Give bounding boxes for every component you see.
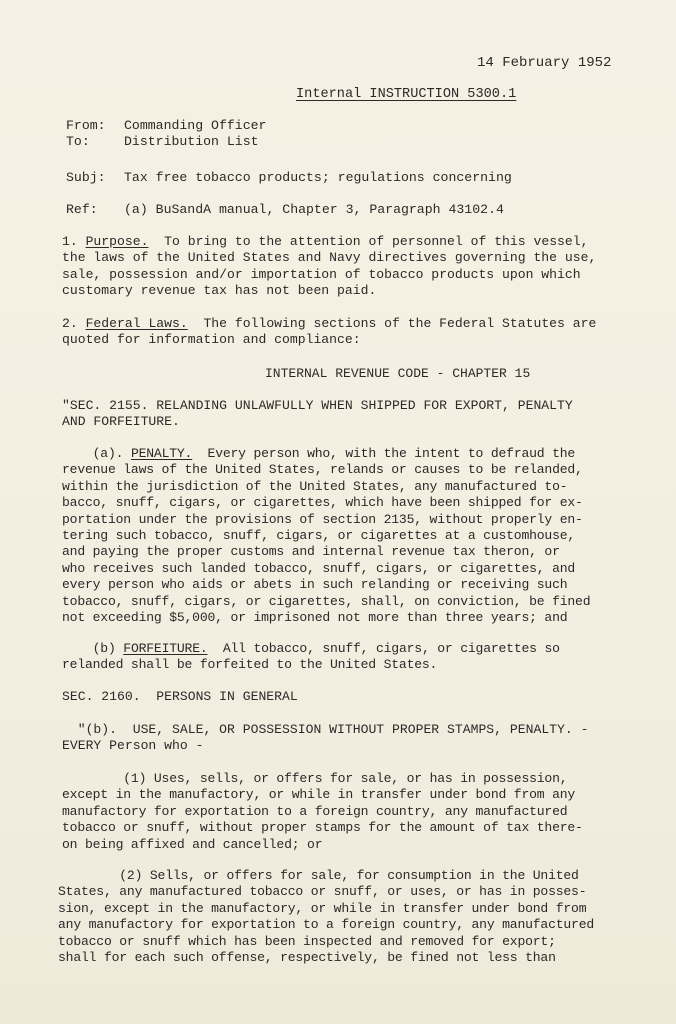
from-label: From: — [66, 118, 106, 133]
subject-value: Tax free tobacco products; regulations concerning — [124, 170, 512, 185]
paragraph-purpose: 1. Purpose. To bring to the attention of personnel of this vessel, the laws of the United States and Navy directives governing the use, sale, possession and/or importation of tobacco products upon which customary revenue tax has not been paid. — [62, 234, 597, 299]
item-1: (1) Uses, sells, or offers for sale, or has in possession, except in the manufactory, or while in transfer under bond from any manufactory for exportation to a foreign country, any manufactured tobacco or snuff, without proper stamps for the amount of tax there- on being affixed and cancelled; or — [62, 771, 583, 852]
document-title: Internal INSTRUCTION 5300.1 — [296, 87, 517, 102]
subject-label: Subj: — [66, 170, 106, 185]
subsection-b-forfeiture: (b) FORFEITURE. All tobacco, snuff, cigars, or cigarettes so relanded shall be forfeited to the United States. — [62, 641, 560, 673]
subsection-b-use-sale: "(b). USE, SALE, OR POSSESSION WITHOUT PROPER STAMPS, PENALTY. - EVERY Person who - — [62, 722, 589, 754]
item-2: (2) Sells, or offers for sale, for consumption in the United States, any manufactured tobacco or snuff, or uses, or has in posses- sion, except in the manufactory, or while in transfer under bond from any manufactory for exportation to a foreign country, any manufactured tobacco or snuff which has been inspected and removed for export; shall for each such offense, respectively, be fined not less than — [58, 868, 595, 966]
reference-value: (a) BuSandA manual, Chapter 3, Paragraph 43102.4 — [124, 202, 504, 217]
section-2160-heading: SEC. 2160. PERSONS IN GENERAL — [62, 689, 298, 704]
federal-laws-heading: Federal Laws. — [85, 316, 188, 331]
subsection-a-penalty: (a). PENALTY. Every person who, with the intent to defraud the revenue laws of the United States, relands or causes to be relanded, within the jurisdiction of the United States, any manufactured to- bacco, snuff, cigars, or cigarettes, which have been shipped for ex- portation under the provisions of section 2135, without properly en- tering such tobacco, snuff, cigars, or cigarettes at a customhouse, and paying the proper customs and internal revenue tax theron, or who receives such landed tobacco, snuff, cigars, or cigarettes, and every person who aids or abets in such relanding or receiving such tobacco, snuff, cigars, or cigarettes, shall, on conviction, be fined not exceeding $5,000, or imprisoned not more than three years; and — [62, 446, 591, 626]
to-value: Distribution List — [124, 134, 259, 149]
code-heading: INTERNAL REVENUE CODE - CHAPTER 15 — [265, 366, 531, 381]
forfeiture-heading: FORFEITURE. — [123, 641, 208, 656]
purpose-heading: Purpose. — [85, 234, 149, 249]
to-label: To: — [66, 134, 90, 149]
from-value: Commanding Officer — [124, 118, 267, 133]
document-date: 14 February 1952 — [477, 55, 612, 71]
reference-label: Ref: — [66, 202, 98, 217]
penalty-heading: PENALTY. — [130, 446, 193, 461]
section-2155-heading: "SEC. 2155. RELANDING UNLAWFULLY WHEN SHIPPED FOR EXPORT, PENALTY AND FORFEITURE. — [62, 398, 573, 430]
paragraph-federal-laws: 2. Federal Laws. The following sections of the Federal Statutes are quoted for information and compliance: — [62, 316, 597, 348]
